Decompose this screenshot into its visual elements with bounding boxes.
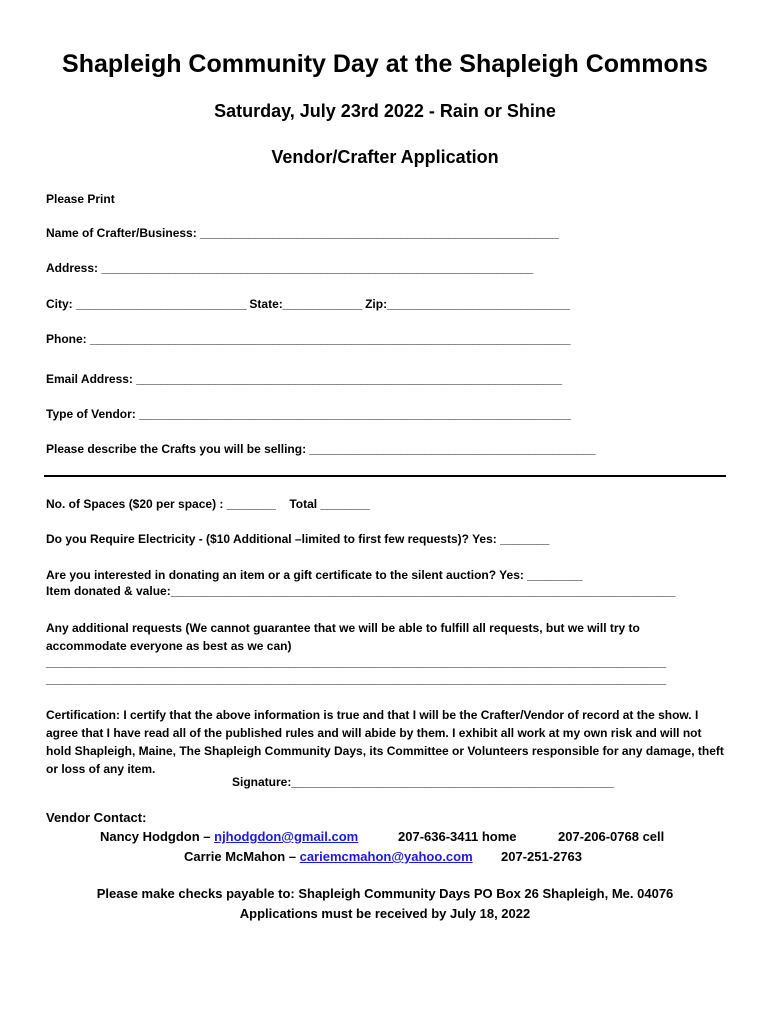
crafts-line[interactable]: _______________________________________________: [309, 442, 595, 456]
address-label: Address:: [46, 261, 102, 275]
page-title: Shapleigh Community Day at the Shapleigh Commons: [62, 50, 708, 78]
address-field-row[interactable]: [46, 261, 533, 275]
spaces-label: No. of Spaces ($20 per space) :: [46, 497, 227, 511]
email-line[interactable]: ______________________________________________________________________: [136, 372, 562, 386]
contact-carrie-phone: 207-251-2763: [501, 849, 582, 864]
vendor-type-line[interactable]: _______________________________________________________________________: [139, 407, 571, 421]
phone-label: Phone:: [46, 332, 90, 346]
state-line[interactable]: _____________: [282, 297, 362, 311]
section-divider: [44, 475, 726, 477]
form-title: Vendor/Crafter Application: [271, 147, 499, 167]
contact-carrie-name: Carrie McMahon –: [184, 849, 300, 864]
spaces-field-row[interactable]: [46, 497, 369, 511]
please-print-label: Please Print: [46, 192, 115, 206]
electricity-label: Do you Require Electricity - ($10 Additional –limited to first few requests)? Yes:: [46, 532, 501, 546]
deadline-text: Applications must be received by July 18, 2022: [239, 906, 531, 921]
auction-line[interactable]: _________: [527, 568, 582, 582]
name-line[interactable]: ___________________________________________________________: [200, 226, 559, 240]
zip-line[interactable]: ______________________________: [387, 297, 570, 311]
vendor-contact-heading: Vendor Contact:: [46, 810, 147, 825]
zip-label: Zip:: [361, 297, 388, 311]
vendor-type-field-row[interactable]: [46, 407, 570, 421]
signature-field-row[interactable]: [232, 775, 613, 789]
total-line[interactable]: ________: [320, 497, 370, 511]
state-label: State:: [246, 297, 283, 311]
additional-requests-line-1[interactable]: ______________________________________________________________________________________________________: [46, 655, 666, 669]
auction-label: Are you interested in donating an item or a gift certificate to the silent auction? Yes:: [46, 568, 528, 582]
contact-nancy-name: Nancy Hodgdon –: [100, 829, 215, 844]
item-donated-line[interactable]: ___________________________________________________________________________________: [170, 584, 675, 598]
email-field-row[interactable]: [46, 372, 561, 386]
city-label: City:: [46, 297, 76, 311]
additional-requests-line-2[interactable]: ______________________________________________________________________________________________________: [46, 672, 666, 686]
contact-nancy-cell-phone: 207-206-0768 cell: [558, 829, 665, 844]
phone-line[interactable]: _______________________________________________________________________________: [90, 332, 570, 346]
contact-nancy-home-phone: 207-636-3411 home: [398, 829, 517, 844]
name-label: Name of Crafter/Business:: [46, 226, 201, 240]
signature-label: Signature:: [232, 775, 292, 789]
signature-line[interactable]: _____________________________________________________: [291, 775, 614, 789]
contact-carrie-email-link[interactable]: cariemcmahon@yahoo.com: [299, 849, 473, 864]
auction-field-row[interactable]: [46, 568, 582, 582]
contact-carrie: [184, 849, 473, 864]
contact-nancy: [100, 829, 358, 844]
item-donated-field-row[interactable]: [46, 584, 675, 598]
total-label: Total: [289, 497, 321, 511]
crafts-field-row[interactable]: [46, 442, 595, 456]
address-line[interactable]: _______________________________________________________________________: [101, 261, 533, 275]
name-field-row[interactable]: [46, 226, 558, 240]
city-line[interactable]: ____________________________: [76, 297, 247, 311]
city-state-zip-row[interactable]: [46, 297, 569, 311]
item-donated-label: Item donated & value:: [46, 584, 171, 598]
certification-text: Certification: I certify that the above information is true and that I will be the Crafter/Vendor of record at the show. I agree that I have read all of the published rules and will abide by them. I exhibit all work at my own risk and will not hold Shapleigh, Maine, The Shapleigh Community Days, its Committee or Volunteers responsible for any damage, theft or loss of any item.: [46, 708, 724, 776]
vendor-type-label: Type of Vendor:: [46, 407, 140, 421]
electricity-field-row[interactable]: [46, 532, 549, 546]
electricity-line[interactable]: ________: [500, 532, 549, 546]
event-date: Saturday, July 23rd 2022 - Rain or Shine: [214, 101, 556, 121]
contact-nancy-email-link[interactable]: njhodgdon@gmail.com: [214, 829, 359, 844]
additional-requests-text: Any additional requests (We cannot guarantee that we will be able to fulfill all requests, but we will try to accommodate everyone as best as we can): [46, 621, 640, 653]
phone-field-row[interactable]: [46, 332, 570, 346]
crafts-label: Please describe the Crafts you will be selling:: [46, 442, 310, 456]
spaces-line[interactable]: ________: [226, 497, 276, 511]
checks-payable-text: Please make checks payable to: Shapleigh Community Days PO Box 26 Shapleigh, Me. 04076: [96, 886, 674, 901]
email-label: Email Address:: [46, 372, 137, 386]
